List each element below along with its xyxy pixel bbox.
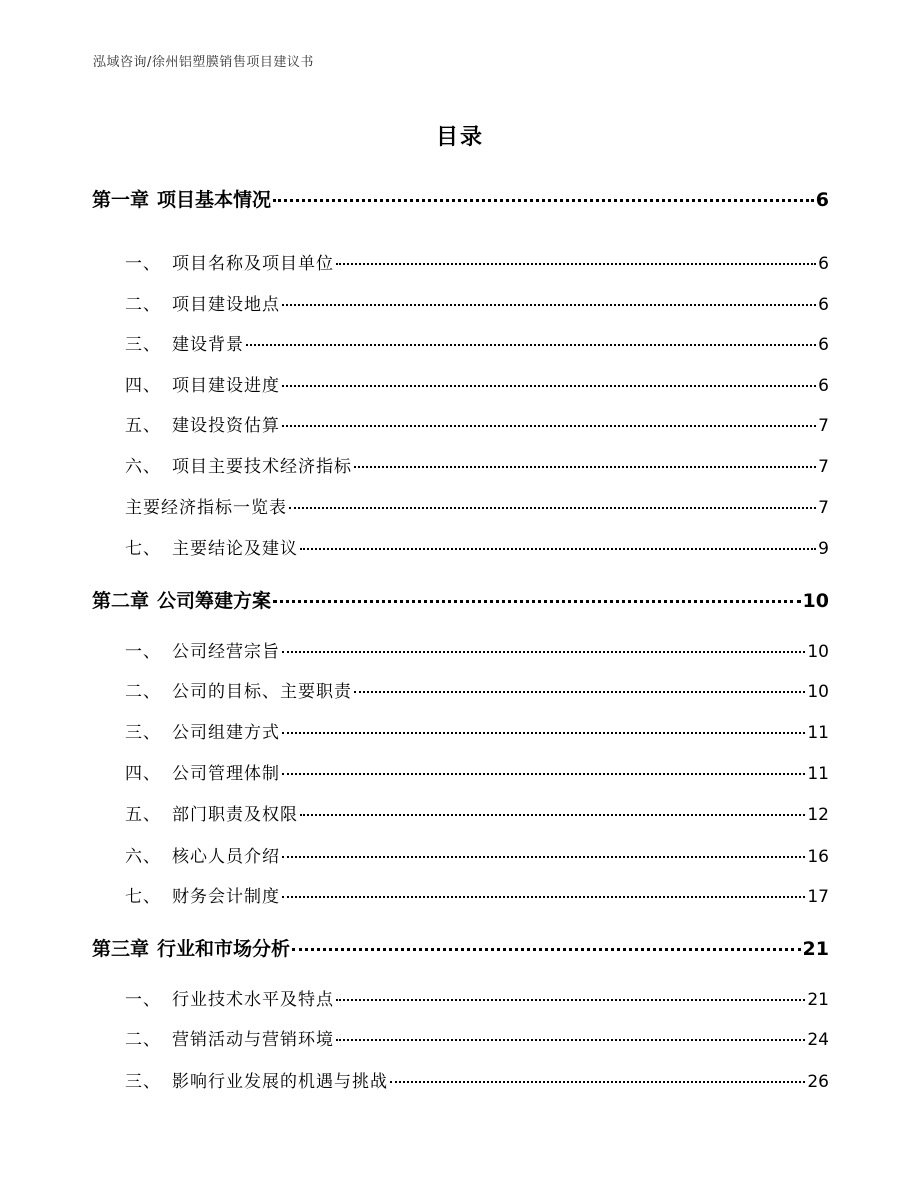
toc-page-number: 16 [807,847,829,867]
toc-page-number: 24 [807,1030,829,1050]
toc-entry-number: 七、 [125,887,161,907]
toc-page-number: 12 [807,805,829,825]
toc-page-number: 7 [818,416,829,436]
toc-dot-leader [336,1039,805,1041]
toc-entry-number: 六、 [125,457,161,477]
toc-dot-leader [282,425,816,427]
toc-entry-label: 项目建设进度 [172,376,280,396]
toc-entry-label: 影响行业发展的机遇与挑战 [172,1072,388,1092]
toc-entry-number: 二、 [125,295,161,315]
toc-page-number: 21 [802,938,829,960]
toc-entry-number: 七、 [125,539,161,559]
toc-dot-leader [390,1081,805,1083]
toc-entry-number: 三、 [125,335,161,355]
toc-dot-leader [282,732,805,734]
toc-dot-leader [282,651,805,653]
toc-entry-label: 建设投资估算 [172,416,280,436]
toc-entry-label: 公司筹建方案 [157,590,272,612]
toc-section-entry[interactable] [125,637,829,662]
toc-entry-label: 公司经营宗旨 [172,642,280,662]
toc-section-entry[interactable] [125,1025,829,1050]
toc-entry-label: 公司管理体制 [172,764,280,784]
toc-page-number: 17 [807,887,829,907]
toc-section-entry[interactable] [125,493,829,518]
toc-section-entry[interactable] [125,452,829,477]
toc-page-number: 10 [807,642,829,662]
toc-chapter-entry[interactable] [92,586,829,613]
toc-page-number: 6 [818,376,829,396]
toc-title: 目录 [435,125,484,150]
toc-dot-leader [336,263,816,265]
toc-section-entry[interactable] [125,842,829,867]
toc-entry-label: 财务会计制度 [172,887,280,907]
toc-entry-label: 营销活动与营销环境 [172,1030,334,1050]
toc-entry-number: 六、 [125,847,161,867]
toc-entry-number: 一、 [125,990,161,1010]
toc-page-number: 10 [802,590,829,612]
toc-entry-label: 部门职责及权限 [172,805,298,825]
toc-entry-label: 项目主要技术经济指标 [172,457,352,477]
toc-dot-leader [282,304,816,306]
toc-dot-leader [300,548,816,550]
toc-dot-leader [282,856,805,858]
toc-section-entry[interactable] [125,534,829,559]
toc-entry-number: 四、 [125,376,161,396]
page-header: 泓域咨询/徐州铝塑膜销售项目建议书 [93,55,314,70]
toc-dot-leader [289,507,816,509]
toc-entry-number: 五、 [125,416,161,436]
toc-entry-label: 项目名称及项目单位 [172,254,334,274]
toc-page-number: 7 [818,457,829,477]
toc-dot-leader [282,896,805,898]
toc-entry-label: 项目建设地点 [172,295,280,315]
toc-dot-leader [292,948,801,951]
toc-chapter-entry[interactable] [92,934,829,961]
toc-dot-leader [282,385,816,387]
toc-entry-label: 核心人员介绍 [172,847,280,867]
toc-dot-leader [336,999,805,1001]
toc-entry-number: 第三章 [92,938,150,960]
toc-entry-number: 二、 [125,682,161,702]
toc-page-number: 9 [818,539,829,559]
toc-dot-leader [300,814,805,816]
toc-entry-label: 行业和市场分析 [157,938,291,960]
toc-entry-number: 四、 [125,764,161,784]
toc-page-number: 6 [818,335,829,355]
toc-section-entry[interactable] [125,800,829,825]
toc-page-number: 11 [807,764,829,784]
toc-entry-label: 主要结论及建议 [172,539,298,559]
toc-entry-number: 五、 [125,805,161,825]
toc-section-entry[interactable] [125,1067,829,1092]
toc-entry-number: 第一章 [92,189,150,211]
toc-entry-number: 第二章 [92,590,150,612]
toc-page-number: 11 [807,723,829,743]
toc-entry-label: 建设背景 [172,335,244,355]
toc-section-entry[interactable] [125,985,829,1010]
toc-section-entry[interactable] [125,330,829,355]
toc-section-entry[interactable] [125,371,829,396]
toc-entry-label: 公司的目标、主要职责 [172,682,352,702]
toc-section-entry[interactable] [125,882,829,907]
toc-page-number: 10 [807,682,829,702]
toc-dot-leader [273,600,801,603]
toc-page-number: 6 [815,189,829,211]
toc-dot-leader [246,344,816,346]
toc-section-entry[interactable] [125,249,829,274]
toc-dot-leader [354,691,805,693]
toc-page-number: 6 [818,254,829,274]
toc-dot-leader [354,466,816,468]
toc-section-entry[interactable] [125,677,829,702]
toc-entry-label: 项目基本情况 [157,189,272,211]
toc-entry-number: 一、 [125,254,161,274]
toc-page-number: 26 [807,1072,829,1092]
toc-entry-number: 二、 [125,1030,161,1050]
toc-page-number: 6 [818,295,829,315]
toc-section-entry[interactable] [125,718,829,743]
toc-dot-leader [273,199,814,202]
toc-chapter-entry[interactable] [92,185,829,212]
toc-entry-label: 行业技术水平及特点 [172,990,334,1010]
toc-entry-number: 一、 [125,642,161,662]
toc-entry-number: 三、 [125,723,161,743]
toc-section-entry[interactable] [125,290,829,315]
toc-entry-label: 主要经济指标一览表 [125,498,287,518]
toc-section-entry[interactable] [125,759,829,784]
toc-dot-leader [282,773,805,775]
toc-section-entry[interactable] [125,411,829,436]
toc-entry-label: 公司组建方式 [172,723,280,743]
toc-entry-number: 三、 [125,1072,161,1092]
toc-page-number: 7 [818,498,829,518]
toc-page-number: 21 [807,990,829,1010]
